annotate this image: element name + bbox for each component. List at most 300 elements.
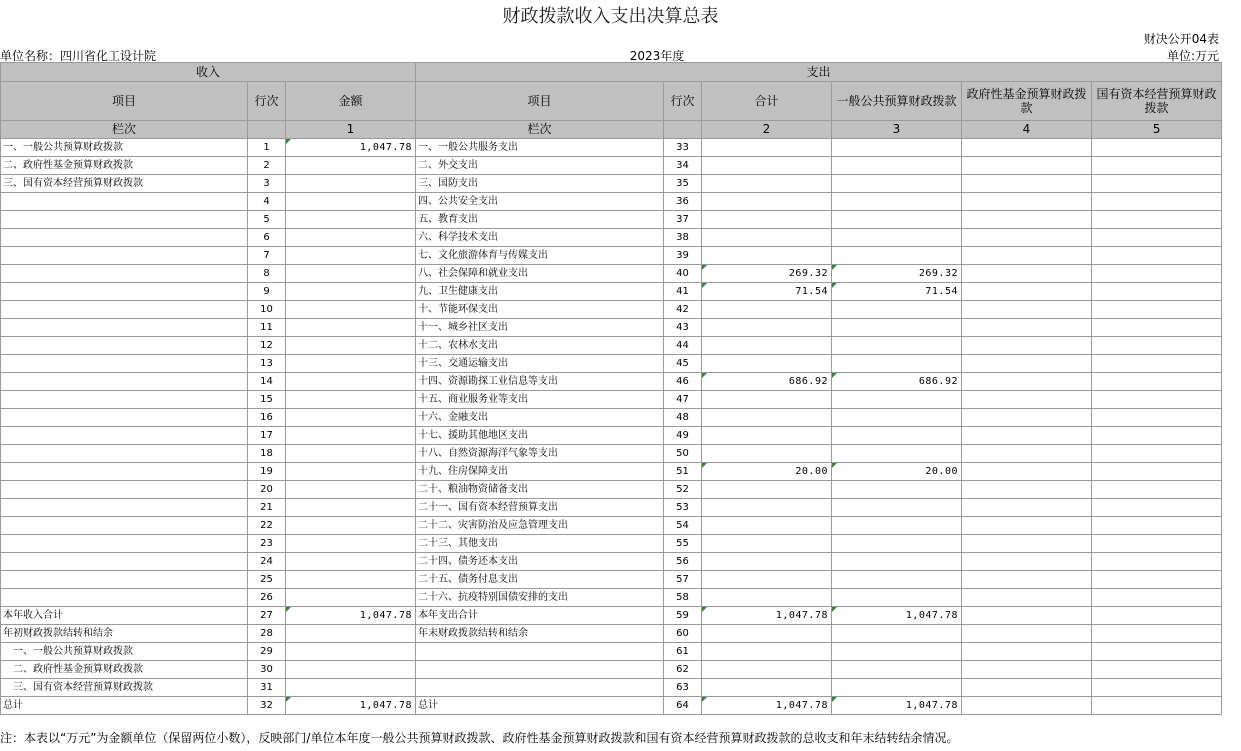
expense-row-no-cell[interactable]: 64 bbox=[664, 697, 702, 715]
expense-item-cell[interactable]: 一、一般公共服务支出 bbox=[416, 139, 664, 157]
expense-general-cell[interactable] bbox=[832, 535, 962, 553]
header-amount: 金额 bbox=[286, 82, 416, 121]
expense-item-cell[interactable]: 二十五、债务付息支出 bbox=[416, 571, 664, 589]
income-amount-cell[interactable] bbox=[286, 625, 416, 643]
expense-total-cell[interactable] bbox=[702, 409, 832, 427]
expense-gov-fund-cell[interactable] bbox=[962, 391, 1092, 409]
income-amount-cell[interactable] bbox=[286, 427, 416, 445]
income-row-no-cell[interactable]: 7 bbox=[248, 247, 286, 265]
income-item-cell[interactable] bbox=[1, 337, 248, 355]
expense-gov-fund-cell[interactable] bbox=[962, 175, 1092, 193]
expense-total-cell[interactable] bbox=[702, 499, 832, 517]
income-item-cell[interactable] bbox=[1, 535, 248, 553]
income-item-cell[interactable] bbox=[1, 391, 248, 409]
expense-state-capital-cell[interactable] bbox=[1092, 355, 1222, 373]
income-row-no-cell[interactable]: 17 bbox=[248, 427, 286, 445]
income-row-no-cell[interactable]: 8 bbox=[248, 265, 286, 283]
income-row-no-cell[interactable]: 6 bbox=[248, 229, 286, 247]
income-item-cell[interactable]: 二、政府性基金预算财政拨款 bbox=[1, 661, 248, 679]
income-row-no-cell[interactable]: 16 bbox=[248, 409, 286, 427]
expense-item-cell[interactable]: 十五、商业服务业等支出 bbox=[416, 391, 664, 409]
expense-state-capital-cell[interactable] bbox=[1092, 679, 1222, 697]
income-amount-cell[interactable] bbox=[286, 481, 416, 499]
cell-flag-icon bbox=[702, 265, 707, 270]
expense-item-cell[interactable]: 二、外交支出 bbox=[416, 157, 664, 175]
income-amount-cell[interactable] bbox=[286, 679, 416, 697]
expense-total-cell[interactable] bbox=[702, 643, 832, 661]
expense-item-cell[interactable]: 十九、住房保障支出 bbox=[416, 463, 664, 481]
expense-general-cell[interactable]: 1,047.78 bbox=[832, 697, 962, 715]
expense-row-no-cell[interactable]: 36 bbox=[664, 193, 702, 211]
expense-gov-fund-cell[interactable] bbox=[962, 373, 1092, 391]
expense-gov-fund-cell[interactable] bbox=[962, 355, 1092, 373]
expense-row-no-cell[interactable]: 37 bbox=[664, 211, 702, 229]
expense-total-cell[interactable] bbox=[702, 571, 832, 589]
expense-item-cell[interactable]: 二十二、灾害防治及应急管理支出 bbox=[416, 517, 664, 535]
expense-gov-fund-cell[interactable] bbox=[962, 607, 1092, 625]
income-row-no-cell[interactable]: 9 bbox=[248, 283, 286, 301]
income-row-no-cell[interactable]: 5 bbox=[248, 211, 286, 229]
income-amount-cell[interactable] bbox=[286, 211, 416, 229]
expense-total-cell[interactable] bbox=[702, 175, 832, 193]
expense-item-cell[interactable]: 十一、城乡社区支出 bbox=[416, 319, 664, 337]
expense-item-cell[interactable]: 九、卫生健康支出 bbox=[416, 283, 664, 301]
expense-state-capital-cell[interactable] bbox=[1092, 589, 1222, 607]
expense-general-cell[interactable]: 269.32 bbox=[832, 265, 962, 283]
table-row bbox=[1, 229, 1222, 247]
expense-state-capital-cell[interactable] bbox=[1092, 607, 1222, 625]
expense-total-cell[interactable] bbox=[702, 301, 832, 319]
expense-total-cell[interactable] bbox=[702, 517, 832, 535]
expense-general-cell[interactable] bbox=[832, 211, 962, 229]
expense-total-cell[interactable] bbox=[702, 391, 832, 409]
expense-gov-fund-cell[interactable] bbox=[962, 679, 1092, 697]
expense-total-cell[interactable] bbox=[702, 679, 832, 697]
expense-gov-fund-cell[interactable] bbox=[962, 553, 1092, 571]
expense-item-cell[interactable]: 五、教育支出 bbox=[416, 211, 664, 229]
expense-gov-fund-cell[interactable] bbox=[962, 499, 1092, 517]
expense-gov-fund-cell[interactable] bbox=[962, 571, 1092, 589]
expense-row-no-cell[interactable]: 49 bbox=[664, 427, 702, 445]
expense-row-no-cell[interactable]: 61 bbox=[664, 643, 702, 661]
income-amount-cell[interactable] bbox=[286, 337, 416, 355]
expense-state-capital-cell[interactable] bbox=[1092, 409, 1222, 427]
income-item-cell[interactable] bbox=[1, 211, 248, 229]
expense-item-cell[interactable]: 总计 bbox=[416, 697, 664, 715]
expense-state-capital-cell[interactable] bbox=[1092, 391, 1222, 409]
expense-state-capital-cell[interactable] bbox=[1092, 499, 1222, 517]
expense-total-cell[interactable]: 269.32 bbox=[702, 265, 832, 283]
income-item-cell[interactable] bbox=[1, 247, 248, 265]
expense-general-cell[interactable] bbox=[832, 319, 962, 337]
income-item-cell[interactable] bbox=[1, 517, 248, 535]
cell-flag-icon bbox=[832, 697, 837, 702]
expense-general-cell[interactable] bbox=[832, 481, 962, 499]
expense-row-no-cell[interactable]: 48 bbox=[664, 409, 702, 427]
expense-gov-fund-cell[interactable] bbox=[962, 445, 1092, 463]
expense-general-cell[interactable] bbox=[832, 643, 962, 661]
income-amount-cell[interactable] bbox=[286, 247, 416, 265]
income-item-cell[interactable] bbox=[1, 571, 248, 589]
income-amount-cell[interactable] bbox=[286, 283, 416, 301]
expense-state-capital-cell[interactable] bbox=[1092, 697, 1222, 715]
income-amount-cell[interactable] bbox=[286, 391, 416, 409]
income-item-cell[interactable] bbox=[1, 499, 248, 517]
expense-row-no-cell[interactable]: 59 bbox=[664, 607, 702, 625]
table-row bbox=[1, 157, 1222, 175]
expense-state-capital-cell[interactable] bbox=[1092, 553, 1222, 571]
expense-state-capital-cell[interactable] bbox=[1092, 283, 1222, 301]
expense-total-cell[interactable] bbox=[702, 211, 832, 229]
income-amount-cell[interactable] bbox=[286, 373, 416, 391]
income-amount-cell[interactable] bbox=[286, 301, 416, 319]
expense-state-capital-cell[interactable] bbox=[1092, 157, 1222, 175]
income-item-cell[interactable] bbox=[1, 355, 248, 373]
expense-row-no-cell[interactable]: 40 bbox=[664, 265, 702, 283]
income-item-cell[interactable] bbox=[1, 265, 248, 283]
expense-row-no-cell[interactable]: 55 bbox=[664, 535, 702, 553]
expense-general-cell[interactable] bbox=[832, 409, 962, 427]
expense-row-no-cell[interactable]: 38 bbox=[664, 229, 702, 247]
income-item-cell[interactable] bbox=[1, 553, 248, 571]
income-row-no-cell[interactable]: 21 bbox=[248, 499, 286, 517]
expense-total-cell[interactable] bbox=[702, 157, 832, 175]
expense-general-cell[interactable] bbox=[832, 589, 962, 607]
income-item-cell[interactable] bbox=[1, 427, 248, 445]
expense-general-cell[interactable] bbox=[832, 499, 962, 517]
expense-gov-fund-cell[interactable] bbox=[962, 337, 1092, 355]
income-row-no-cell[interactable]: 30 bbox=[248, 661, 286, 679]
expense-gov-fund-cell[interactable] bbox=[962, 535, 1092, 553]
expense-row-no-cell[interactable]: 54 bbox=[664, 517, 702, 535]
expense-total-cell[interactable] bbox=[702, 229, 832, 247]
lanci-blank bbox=[248, 121, 286, 139]
expense-general-cell[interactable] bbox=[832, 571, 962, 589]
expense-row-no-cell[interactable]: 45 bbox=[664, 355, 702, 373]
expense-item-cell[interactable]: 四、公共安全支出 bbox=[416, 193, 664, 211]
expense-state-capital-cell[interactable] bbox=[1092, 571, 1222, 589]
income-row-no-cell[interactable]: 26 bbox=[248, 589, 286, 607]
expense-state-capital-cell[interactable] bbox=[1092, 229, 1222, 247]
expense-item-cell[interactable]: 二十、粮油物资储备支出 bbox=[416, 481, 664, 499]
expense-total-cell[interactable]: 1,047.78 bbox=[702, 607, 832, 625]
income-amount-cell[interactable] bbox=[286, 589, 416, 607]
expense-state-capital-cell[interactable] bbox=[1092, 193, 1222, 211]
expense-item-cell[interactable]: 三、国防支出 bbox=[416, 175, 664, 193]
expense-general-cell[interactable] bbox=[832, 445, 962, 463]
income-amount-cell[interactable] bbox=[286, 319, 416, 337]
income-item-cell[interactable] bbox=[1, 283, 248, 301]
income-item-cell[interactable] bbox=[1, 319, 248, 337]
income-row-no-cell[interactable]: 19 bbox=[248, 463, 286, 481]
expense-row-no-cell[interactable]: 35 bbox=[664, 175, 702, 193]
income-item-cell[interactable] bbox=[1, 463, 248, 481]
expense-state-capital-cell[interactable] bbox=[1092, 337, 1222, 355]
expense-general-cell[interactable]: 20.00 bbox=[832, 463, 962, 481]
income-amount-cell[interactable] bbox=[286, 571, 416, 589]
expense-general-cell[interactable] bbox=[832, 355, 962, 373]
expense-total-cell[interactable] bbox=[702, 535, 832, 553]
expense-gov-fund-cell[interactable] bbox=[962, 301, 1092, 319]
expense-gov-fund-cell[interactable] bbox=[962, 193, 1092, 211]
expense-row-no-cell[interactable]: 33 bbox=[664, 139, 702, 157]
income-row-no-cell[interactable]: 28 bbox=[248, 625, 286, 643]
expense-item-cell[interactable]: 二十一、国有资本经营预算支出 bbox=[416, 499, 664, 517]
expense-general-cell[interactable]: 1,047.78 bbox=[832, 607, 962, 625]
expense-row-no-cell[interactable]: 42 bbox=[664, 301, 702, 319]
expense-item-cell[interactable] bbox=[416, 661, 664, 679]
expense-row-no-cell[interactable]: 52 bbox=[664, 481, 702, 499]
income-amount-cell[interactable]: 1,047.78 bbox=[286, 607, 416, 625]
income-row-no-cell[interactable]: 18 bbox=[248, 445, 286, 463]
expense-item-cell[interactable]: 二十三、其他支出 bbox=[416, 535, 664, 553]
expense-item-cell[interactable]: 本年支出合计 bbox=[416, 607, 664, 625]
expense-gov-fund-cell[interactable] bbox=[962, 625, 1092, 643]
income-amount-cell[interactable] bbox=[286, 355, 416, 373]
expense-gov-fund-cell[interactable] bbox=[962, 139, 1092, 157]
expense-state-capital-cell[interactable] bbox=[1092, 373, 1222, 391]
expense-item-cell[interactable]: 年末财政拨款结转和结余 bbox=[416, 625, 664, 643]
income-amount-cell[interactable] bbox=[286, 445, 416, 463]
income-amount-cell[interactable] bbox=[286, 643, 416, 661]
expense-item-cell[interactable]: 二十六、抗疫特别国债安排的支出 bbox=[416, 589, 664, 607]
expense-state-capital-cell[interactable] bbox=[1092, 625, 1222, 643]
income-item-cell[interactable]: 年初财政拨款结转和结余 bbox=[1, 625, 248, 643]
income-amount-cell[interactable] bbox=[286, 535, 416, 553]
expense-state-capital-cell[interactable] bbox=[1092, 445, 1222, 463]
expense-row-no-cell[interactable]: 51 bbox=[664, 463, 702, 481]
expense-row-no-cell[interactable]: 53 bbox=[664, 499, 702, 517]
expense-gov-fund-cell[interactable] bbox=[962, 517, 1092, 535]
expense-row-no-cell[interactable]: 56 bbox=[664, 553, 702, 571]
expense-total-cell[interactable] bbox=[702, 139, 832, 157]
expense-state-capital-cell[interactable] bbox=[1092, 481, 1222, 499]
expense-state-capital-cell[interactable] bbox=[1092, 319, 1222, 337]
expense-general-cell[interactable]: 686.92 bbox=[832, 373, 962, 391]
expense-state-capital-cell[interactable] bbox=[1092, 247, 1222, 265]
expense-state-capital-cell[interactable] bbox=[1092, 139, 1222, 157]
income-row-no-cell[interactable]: 29 bbox=[248, 643, 286, 661]
expense-gov-fund-cell[interactable] bbox=[962, 265, 1092, 283]
income-row-no-cell[interactable]: 25 bbox=[248, 571, 286, 589]
income-row-no-cell[interactable]: 12 bbox=[248, 337, 286, 355]
income-item-cell[interactable]: 二、政府性基金预算财政拨款 bbox=[1, 157, 248, 175]
expense-item-cell[interactable]: 十四、资源勘探工业信息等支出 bbox=[416, 373, 664, 391]
expense-general-cell[interactable] bbox=[832, 553, 962, 571]
expense-general-cell[interactable] bbox=[832, 679, 962, 697]
income-row-no-cell[interactable]: 1 bbox=[248, 139, 286, 157]
expense-total-cell[interactable] bbox=[702, 427, 832, 445]
income-item-cell[interactable]: 一、一般公共预算财政拨款 bbox=[1, 643, 248, 661]
income-item-cell[interactable] bbox=[1, 229, 248, 247]
expense-row-no-cell[interactable]: 41 bbox=[664, 283, 702, 301]
expense-row-no-cell[interactable]: 46 bbox=[664, 373, 702, 391]
income-amount-cell[interactable] bbox=[286, 265, 416, 283]
expense-gov-fund-cell[interactable] bbox=[962, 229, 1092, 247]
expense-item-cell[interactable]: 十七、援助其他地区支出 bbox=[416, 427, 664, 445]
expense-general-cell[interactable] bbox=[832, 337, 962, 355]
expense-row-no-cell[interactable]: 47 bbox=[664, 391, 702, 409]
expense-total-cell[interactable] bbox=[702, 553, 832, 571]
expense-total-cell[interactable]: 1,047.78 bbox=[702, 697, 832, 715]
income-row-no-cell[interactable]: 15 bbox=[248, 391, 286, 409]
cell-flag-icon bbox=[286, 139, 291, 144]
expense-row-no-cell[interactable]: 39 bbox=[664, 247, 702, 265]
expense-total-cell[interactable] bbox=[702, 625, 832, 643]
income-item-cell[interactable]: 一、一般公共预算财政拨款 bbox=[1, 139, 248, 157]
expense-general-cell[interactable] bbox=[832, 157, 962, 175]
income-row-no-cell[interactable]: 2 bbox=[248, 157, 286, 175]
expense-item-cell[interactable]: 十二、农林水支出 bbox=[416, 337, 664, 355]
income-row-no-cell[interactable]: 10 bbox=[248, 301, 286, 319]
expense-state-capital-cell[interactable] bbox=[1092, 643, 1222, 661]
income-item-cell[interactable]: 本年收入合计 bbox=[1, 607, 248, 625]
income-item-cell[interactable] bbox=[1, 481, 248, 499]
income-amount-cell[interactable]: 1,047.78 bbox=[286, 139, 416, 157]
expense-item-cell[interactable]: 八、社会保障和就业支出 bbox=[416, 265, 664, 283]
income-row-no-cell[interactable]: 14 bbox=[248, 373, 286, 391]
income-item-cell[interactable] bbox=[1, 301, 248, 319]
income-item-cell[interactable]: 总计 bbox=[1, 697, 248, 715]
expense-item-cell[interactable]: 七、文化旅游体育与传媒支出 bbox=[416, 247, 664, 265]
expense-total-cell[interactable] bbox=[702, 355, 832, 373]
expense-item-cell[interactable]: 六、科学技术支出 bbox=[416, 229, 664, 247]
income-amount-cell[interactable] bbox=[286, 229, 416, 247]
expense-total-cell[interactable] bbox=[702, 661, 832, 679]
expense-gov-fund-cell[interactable] bbox=[962, 481, 1092, 499]
expense-general-cell[interactable] bbox=[832, 301, 962, 319]
expense-gov-fund-cell[interactable] bbox=[962, 661, 1092, 679]
expense-total-cell[interactable] bbox=[702, 337, 832, 355]
expense-row-no-cell[interactable]: 62 bbox=[664, 661, 702, 679]
expense-row-no-cell[interactable]: 60 bbox=[664, 625, 702, 643]
income-amount-cell[interactable] bbox=[286, 175, 416, 193]
income-row-no-cell[interactable]: 31 bbox=[248, 679, 286, 697]
expense-general-cell[interactable] bbox=[832, 391, 962, 409]
expense-general-cell[interactable] bbox=[832, 517, 962, 535]
expense-row-no-cell[interactable]: 63 bbox=[664, 679, 702, 697]
expense-total-cell[interactable]: 686.92 bbox=[702, 373, 832, 391]
table-row bbox=[1, 661, 1222, 679]
income-amount-cell[interactable] bbox=[286, 157, 416, 175]
income-row-no-cell[interactable]: 23 bbox=[248, 535, 286, 553]
expense-total-cell[interactable] bbox=[702, 193, 832, 211]
expense-total-cell[interactable] bbox=[702, 445, 832, 463]
income-amount-cell[interactable] bbox=[286, 661, 416, 679]
income-row-no-cell[interactable]: 13 bbox=[248, 355, 286, 373]
expense-row-no-cell[interactable]: 43 bbox=[664, 319, 702, 337]
expense-item-cell[interactable]: 十三、交通运输支出 bbox=[416, 355, 664, 373]
income-amount-cell[interactable] bbox=[286, 553, 416, 571]
income-amount-cell[interactable] bbox=[286, 409, 416, 427]
expense-gov-fund-cell[interactable] bbox=[962, 157, 1092, 175]
expense-gov-fund-cell[interactable] bbox=[962, 589, 1092, 607]
expense-gov-fund-cell[interactable] bbox=[962, 247, 1092, 265]
income-item-cell[interactable] bbox=[1, 445, 248, 463]
income-amount-cell[interactable] bbox=[286, 193, 416, 211]
income-amount-cell[interactable]: 1,047.78 bbox=[286, 697, 416, 715]
expense-gov-fund-cell[interactable] bbox=[962, 463, 1092, 481]
expense-total-cell[interactable] bbox=[702, 481, 832, 499]
expense-row-no-cell[interactable]: 50 bbox=[664, 445, 702, 463]
form-number: 财决公开04表 bbox=[1143, 32, 1219, 46]
expense-row-no-cell[interactable]: 44 bbox=[664, 337, 702, 355]
income-amount-cell[interactable] bbox=[286, 517, 416, 535]
expense-item-cell[interactable] bbox=[416, 643, 664, 661]
expense-item-cell[interactable]: 十六、金融支出 bbox=[416, 409, 664, 427]
expense-general-cell[interactable] bbox=[832, 625, 962, 643]
expense-gov-fund-cell[interactable] bbox=[962, 409, 1092, 427]
expense-gov-fund-cell[interactable] bbox=[962, 697, 1092, 715]
expense-state-capital-cell[interactable] bbox=[1092, 427, 1222, 445]
income-row-no-cell[interactable]: 4 bbox=[248, 193, 286, 211]
income-item-cell[interactable]: 三、国有资本经营预算财政拨款 bbox=[1, 679, 248, 697]
expense-general-cell[interactable] bbox=[832, 247, 962, 265]
expense-gov-fund-cell[interactable] bbox=[962, 283, 1092, 301]
expense-state-capital-cell[interactable] bbox=[1092, 661, 1222, 679]
expense-gov-fund-cell[interactable] bbox=[962, 643, 1092, 661]
header-row-no: 行次 bbox=[248, 82, 286, 121]
expense-state-capital-cell[interactable] bbox=[1092, 463, 1222, 481]
income-item-cell[interactable] bbox=[1, 373, 248, 391]
expense-general-cell[interactable]: 71.54 bbox=[832, 283, 962, 301]
expense-item-cell[interactable]: 十、节能环保支出 bbox=[416, 301, 664, 319]
footnote: 注：本表以“万元”为金额单位（保留两位小数），反映部门/单位本年度一般公共预算财政拨款、政府性基金预算财政拨款和国有资本经营预算财政拨款的总收支和年末结转结余情况。 bbox=[0, 731, 959, 745]
expense-row-no-cell[interactable]: 34 bbox=[664, 157, 702, 175]
expense-general-cell[interactable] bbox=[832, 661, 962, 679]
header-state-capital: 国有资本经营预算财政拨款 bbox=[1092, 82, 1222, 121]
expense-item-cell[interactable] bbox=[416, 679, 664, 697]
expense-general-cell[interactable] bbox=[832, 175, 962, 193]
income-row-no-cell[interactable]: 32 bbox=[248, 697, 286, 715]
expense-total-cell[interactable] bbox=[702, 247, 832, 265]
expense-total-cell[interactable] bbox=[702, 319, 832, 337]
income-row-no-cell[interactable]: 27 bbox=[248, 607, 286, 625]
income-row-no-cell[interactable]: 24 bbox=[248, 553, 286, 571]
income-item-cell[interactable] bbox=[1, 409, 248, 427]
expense-state-capital-cell[interactable] bbox=[1092, 211, 1222, 229]
income-item-cell[interactable] bbox=[1, 589, 248, 607]
expense-state-capital-cell[interactable] bbox=[1092, 517, 1222, 535]
expense-state-capital-cell[interactable] bbox=[1092, 301, 1222, 319]
income-row-no-cell[interactable]: 20 bbox=[248, 481, 286, 499]
expense-general-cell[interactable] bbox=[832, 427, 962, 445]
income-item-cell[interactable]: 三、国有资本经营预算财政拨款 bbox=[1, 175, 248, 193]
expense-state-capital-cell[interactable] bbox=[1092, 535, 1222, 553]
expense-total-cell[interactable]: 20.00 bbox=[702, 463, 832, 481]
expense-item-cell[interactable]: 十八、自然资源海洋气象等支出 bbox=[416, 445, 664, 463]
income-item-cell[interactable] bbox=[1, 193, 248, 211]
expense-item-cell[interactable]: 二十四、债务还本支出 bbox=[416, 553, 664, 571]
expense-total-cell[interactable] bbox=[702, 589, 832, 607]
expense-general-cell[interactable] bbox=[832, 229, 962, 247]
income-row-no-cell[interactable]: 11 bbox=[248, 319, 286, 337]
expense-gov-fund-cell[interactable] bbox=[962, 211, 1092, 229]
expense-state-capital-cell[interactable] bbox=[1092, 175, 1222, 193]
income-amount-cell[interactable] bbox=[286, 463, 416, 481]
income-row-no-cell[interactable]: 3 bbox=[248, 175, 286, 193]
expense-gov-fund-cell[interactable] bbox=[962, 427, 1092, 445]
income-row-no-cell[interactable]: 22 bbox=[248, 517, 286, 535]
expense-general-cell[interactable] bbox=[832, 193, 962, 211]
expense-row-no-cell[interactable]: 57 bbox=[664, 571, 702, 589]
expense-state-capital-cell[interactable] bbox=[1092, 265, 1222, 283]
expense-gov-fund-cell[interactable] bbox=[962, 319, 1092, 337]
income-amount-cell[interactable] bbox=[286, 499, 416, 517]
expense-general-cell[interactable] bbox=[832, 139, 962, 157]
expense-row-no-cell[interactable]: 58 bbox=[664, 589, 702, 607]
expense-total-cell[interactable]: 71.54 bbox=[702, 283, 832, 301]
